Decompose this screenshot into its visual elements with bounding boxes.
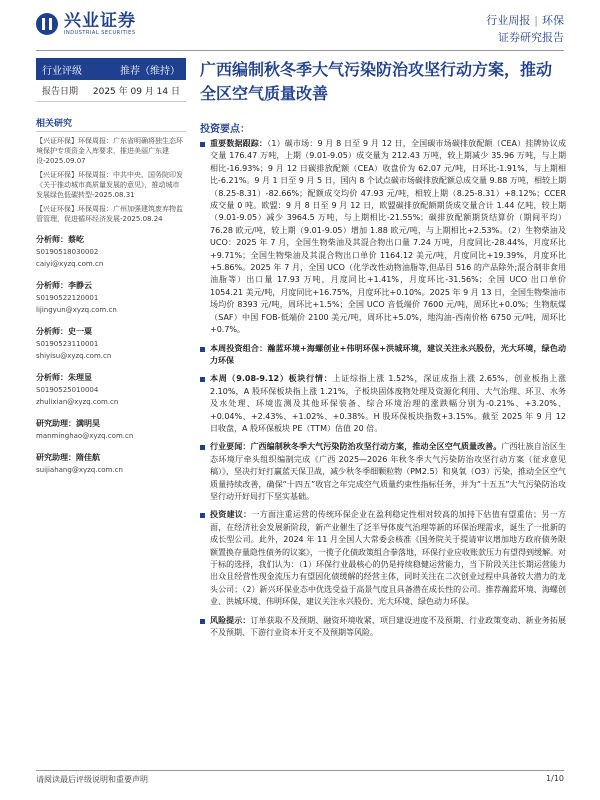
analyst-block	[36, 452, 186, 476]
analyst-email[interactable]: shiyisu@xyzq.com.cn	[36, 352, 112, 360]
key-points-title: 投资要点：	[200, 124, 250, 135]
related-item[interactable]: 【兴证环保】环保周报：广州加强建筑废弃物监管管理，促进循环经济发展-2025.08.24	[36, 205, 183, 223]
rating-label: 行业评级	[42, 65, 82, 77]
logo-en: INDUSTRIAL SECURITIES	[64, 30, 136, 36]
analyst-name: 分析师：史一粟	[36, 327, 92, 336]
analyst-block	[36, 418, 186, 442]
report-date-row	[36, 80, 186, 102]
analyst-email[interactable]: lijingyun@xyzq.com.cn	[36, 306, 117, 314]
paragraph-text: 一方面注重运营的传统环保企业在盈利稳定性相对较高的加持下估值有望重估；另一方面，在经济社会发展新阶段，新产业催生了泛半导体废气治理等新的环保治理需求，诞生了一批新的成长型公司。此外，2024 年 11 月全国人大常委会核准《国务院关于提请审议增加地方政府债务限额置换存量隐性债务的议案》，一揽子化债政策组合拳落地，环保行业应收账款压力有望得到缓解。对于标的选择，我们认为：（1）环保行业最核心的仍是持续稳健运营能力，当下阶段关注长期运营能力出众且经营性现金流压力有望因化债缓解的经营主体，同时关注在二次创业过程中具备较大潜力的龙头公司；（2）新兴环保业态中优选受益于高景气度且具备潜在成长性的公司。推荐瀚蓝环境、海螺创业、洪城环境、伟明环保，建议关注永兴股份、光大环境、绿色动力环保。	[210, 510, 567, 607]
paragraph-lead: 风险提示：	[210, 615, 251, 625]
analyst-id: S0190523110001	[36, 340, 99, 348]
report-header-meta: 行业周报 | 环保 证券研究报告	[486, 14, 564, 44]
paragraph-text: （1）碳市场：9 月 8 日至 9 月 12 日，全国碳市场碳排放配额（CEA）挂牌协议成交量 176.47 万吨，上期（9.01-9.05）成交量为 212.43 万吨，较上期减少 35.96 万吨，与上期相比-16.93%；9 月 12 日碳排放配额（CEA）收盘价为 62.07 元/吨，日环比-1.91%，与上期相比-6.21%。9 月 1 日至 9 月 5 日，国内 8 个试点碳市场碳排放配额总成交量 9.88 万吨，相较上期（8.25-8.31）-82.66%；配额成交均价 47.93 元/吨，相较上期（8.25-8.31）+8.12%；CCER 成交量 0 吨。欧盟：9 月 8 日至 9 月 12 日，欧盟碳排放配额期货成交量合计 1.44 亿吨，较上期（9.01-9.05）减少 3964.5 万吨，与上期相比-21.55%；碳排放配额期货结算价（期间平均）76.28 欧元/吨，较上期（9.01-9.05）增加 1.88 欧元/吨，与上期相比+2.53%。（2）生物柴油及 UCO：2025 年 7 月，全国生物柴油及其混合物出口量 7.24 万吨，月度同比-28.44%，月度环比+9.71%；全国生物柴油及其混合物出口单价 1164.12 美元/吨，月度同比+19.39%，月度环比+5.86%。2025 年 7 月，全国 UCO（化学改性动物油脂等,但品目 516 的产品除外;混合制非食用油脂等）出口量 17.93 万吨，月度同比+1.41%，月度环比-31.56%；全国 UCO 出口单价 1054.21 美元/吨，月度同比+16.75%，月度环比+0.10%。2025 年 9 月 13 日，全国生物柴油市场均价 8393 元/吨，周环比+1.5%；全国 UCO 音低端价 7600 元/吨，周环比+0.0%；生物航煤（SAF）中国 FOB-低端价 2100 美元/吨，周环比+5.0%，地沟油-西南价格 6750 元/吨，周环比+0.7%。	[210, 139, 566, 335]
paragraph-text: 上证综指上涨 1.52%，深证成指上涨 2.65%，创业板指上涨 2.10%，A 股环保板块指上涨 1.21%，子板块固体废物处理及资源化利用、大气治理、环卫、水务及水处理、环境监测及其他环保装备、综合环境治理的涨跌幅分别为-0.21%、+3.20%、+0.04%、+2.43%、+1.02%、+0.38%。H 股环保板块指数+3.15%。截至 2025 年 9 月 12 日收盘，A 股环保板块 PE（TTM）估值 20 倍。	[210, 374, 567, 433]
analyst-name: 分析师：蔡屹	[36, 235, 84, 244]
analyst-id: S0190525010004	[36, 386, 99, 394]
analyst-id: S0190518030002	[36, 248, 99, 256]
market-paragraph	[200, 373, 566, 435]
analyst-email[interactable]: zhulixian@xyzq.com.cn	[36, 398, 119, 406]
logo-cn: 兴业证券	[64, 11, 136, 31]
paragraph-lead: 重要数据跟踪：	[210, 139, 268, 148]
report-title: 广西编制秋冬季大气污染防治攻坚行动方案，推动全区空气质量改善	[200, 60, 553, 103]
company-logo	[36, 12, 136, 36]
risk-paragraph	[200, 615, 566, 640]
analyst-block	[36, 234, 186, 270]
report-category: 行业周报	[486, 14, 531, 27]
analyst-email[interactable]: suijiahang@xyzq.com.cn	[36, 466, 123, 474]
report-sector: 环保	[542, 14, 564, 27]
analyst-block	[36, 280, 186, 316]
footer-divider	[36, 770, 564, 771]
analyst-email[interactable]: manminghao@xyzq.com.cn	[36, 432, 134, 440]
paragraph-text: 广西壮族自治区生态环境厅牵头组织编制完成《广西 2025—2026 年秋冬季大气污染防治攻坚行动方案（征求意见稿）》，坚决打好打赢蓝天保卫战，减少秋冬季细颗粒物（PM2.5）和臭氧（O3）污染，推动全区空气质量持续改善，确保“十四五”收官之年完成空气质量约束性指标任务，并为“十五五”大气污染防治攻坚行动开好局打下坚实基础。	[210, 442, 567, 501]
header-divider	[36, 50, 564, 51]
footer-disclaimer: 请阅读最后评级说明和重要声明	[36, 775, 148, 784]
analyst-name: 分析师：朱理显	[36, 373, 92, 382]
date-value: 2025 年 09 月 14 日	[92, 87, 180, 97]
paragraph-lead: 本周投资组合：	[210, 343, 268, 353]
analyst-name: 分析师：李静云	[36, 281, 92, 290]
logo-icon	[36, 13, 58, 35]
page-number: 1/10	[546, 774, 564, 783]
related-item[interactable]: 【兴证环保】环保周报：广东省明确将独生态环境保护专项资金入库要求，推进美丽广东建设-2025.09.07	[36, 137, 183, 165]
date-label: 报告日期	[42, 87, 79, 97]
paragraph-text: 订单获取不及预期、融资环境收紧、项目建设进度不及预期、行业政策变动、新业务拓展不及预期、下游行业资本开支不及预期等风险。	[210, 615, 566, 638]
rating-box	[36, 58, 186, 80]
analyst-block	[36, 326, 186, 362]
news-paragraph	[200, 441, 566, 503]
analyst-name: 研究助理：满明昊	[36, 419, 100, 428]
investment-advice-paragraph	[200, 509, 566, 608]
portfolio-paragraph	[200, 343, 566, 368]
paragraph-lead: 本周（9.08-9.12）板块行情：	[210, 374, 333, 384]
sidebar	[36, 58, 186, 476]
analyst-id: S0190522120001	[36, 294, 99, 302]
report-type: 证券研究报告	[498, 31, 564, 44]
related-item[interactable]: 【兴证环保】环保周报：中共中央、国务院印发《关于推动城市高质量发展的意见》，推动城市发展绿色低碳转型-2025.08.31	[36, 171, 183, 199]
rating-value: 推荐（维持）	[120, 65, 180, 77]
analyst-name: 研究助理：隋佳航	[36, 453, 100, 462]
analyst-block	[36, 372, 186, 408]
report-body	[200, 138, 566, 645]
analyst-email[interactable]: caiyi@xyzq.com.cn	[36, 260, 104, 268]
paragraph-text: 瀚蓝环境+海螺创业+伟明环保+洪城环境，建议关注永兴股份，光大环境，绿色动力环保	[210, 343, 567, 365]
related-research-title: 相关研究	[36, 116, 186, 132]
paragraph-lead: 投资建议：	[210, 510, 252, 520]
data-tracking-paragraph	[200, 138, 566, 337]
paragraph-lead: 行业要闻：广西编制秋冬季大气污染防治攻坚行动方案，推动全区空气质量改善。	[210, 442, 502, 452]
